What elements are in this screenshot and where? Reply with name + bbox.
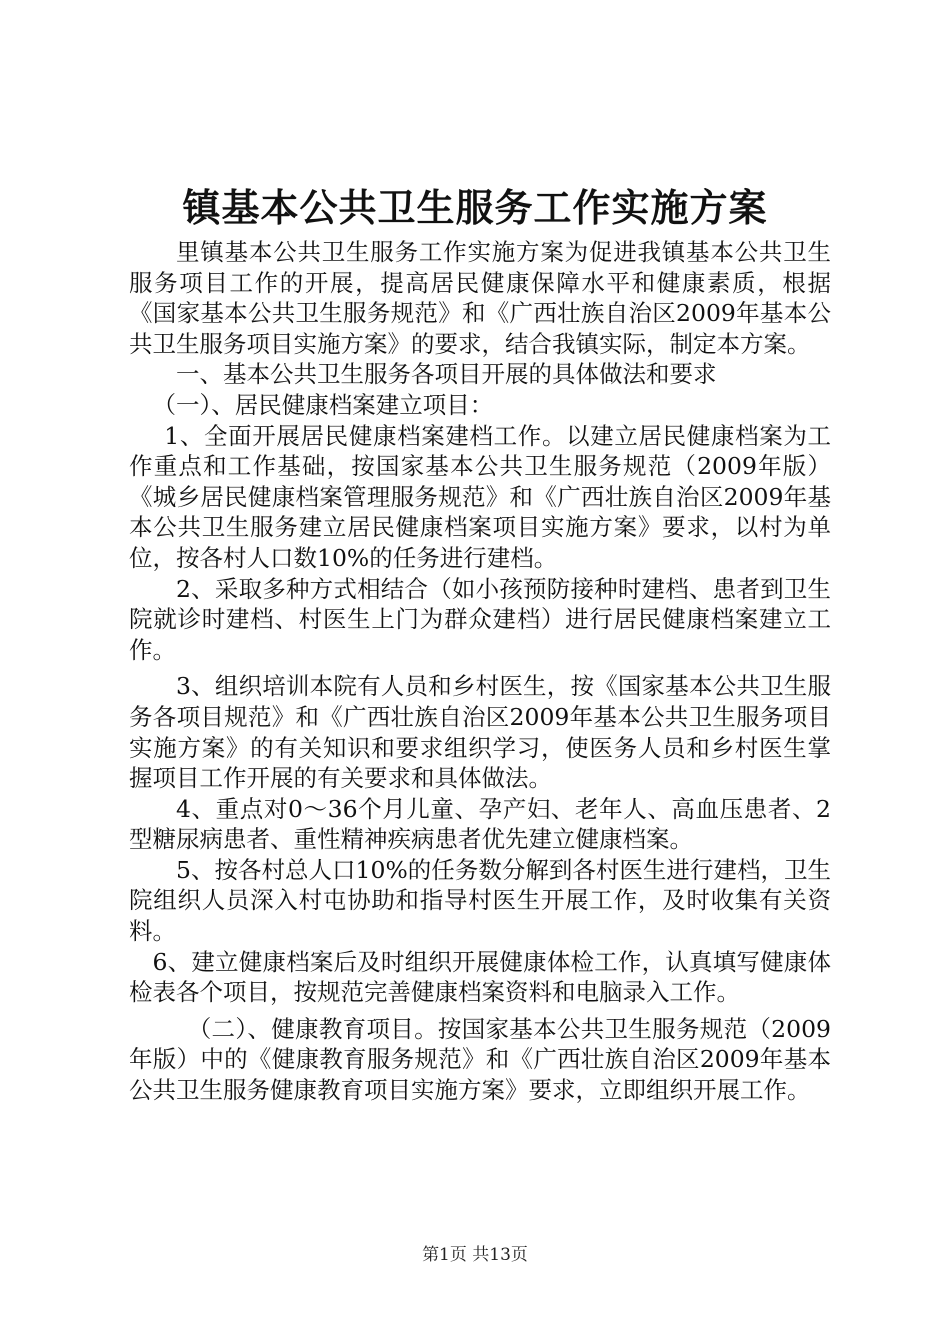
item-paragraph-4: 4、重点对0～36个月儿童、孕产妇、老年人、高血压患者、2型糖尿病患者、重性精神疾病患者优先建立健康档案。: [129, 794, 831, 854]
subsection-heading-1: （一）、居民健康档案建立项目：: [152, 390, 494, 419]
intro-paragraph: 里镇基本公共卫生服务工作实施方案为促进我镇基本公共卫生服务项目工作的开展，提高居民健康保障水平和健康素质，根据《国家基本公共卫生服务规范》和《广西壮族自治区2009年基本公共卫生服务项目实施方案》的要求，结合我镇实际，制定本方案。: [129, 238, 831, 358]
item-paragraph-6: 6、建立健康档案后及时组织开展健康体检工作，认真填写健康体检表各个项目，按规范完善健康档案资料和电脑录入工作。: [129, 947, 831, 1007]
item-paragraph-2: 2、采取多种方式相结合（如小孩预防接种时建档、患者到卫生院就诊时建档、村医生上门为群众建档）进行居民健康档案建立工作。: [129, 574, 831, 664]
subsection-paragraph-2: （二）、健康教育项目。按国家基本公共卫生服务规范（2009年版）中的《健康教育服务规范》和《广西壮族自治区2009年基本公共卫生服务健康教育项目实施方案》要求，立即组织开展工作。: [129, 1014, 831, 1105]
document-title: 镇基本公共卫生服务工作实施方案: [182, 185, 768, 230]
item-paragraph-5: 5、按各村总人口10%的任务数分解到各村医生进行建档，卫生院组织人员深入村屯协助和指导村医生开展工作，及时收集有关资料。: [129, 855, 831, 946]
document-body: [129, 237, 831, 1106]
page-number: 第1页 共13页: [422, 1245, 528, 1265]
section-heading-1: 一、基本公共卫生服务各项目开展的具体做法和要求: [176, 360, 717, 389]
item-paragraph-3: 3、组织培训本院有人员和乡村医生，按《国家基本公共卫生服务各项目规范》和《广西壮族自治区2009年基本公共卫生服务项目实施方案》的有关知识和要求组织学习，使医务人员和乡村医生掌握项目工作开展的有关要求和具体做法。: [129, 672, 831, 793]
item-paragraph-1: 1、全面开展居民健康档案建档工作。以建立居民健康档案为工作重点和工作基础，按国家基本公共卫生服务规范（2009年版）《城乡居民健康档案管理服务规范》和《广西壮族自治区2009年基本公共卫生服务建立居民健康档案项目实施方案》要求，以村为单位，按各村人口数10%的任务进行建档。: [129, 421, 831, 572]
